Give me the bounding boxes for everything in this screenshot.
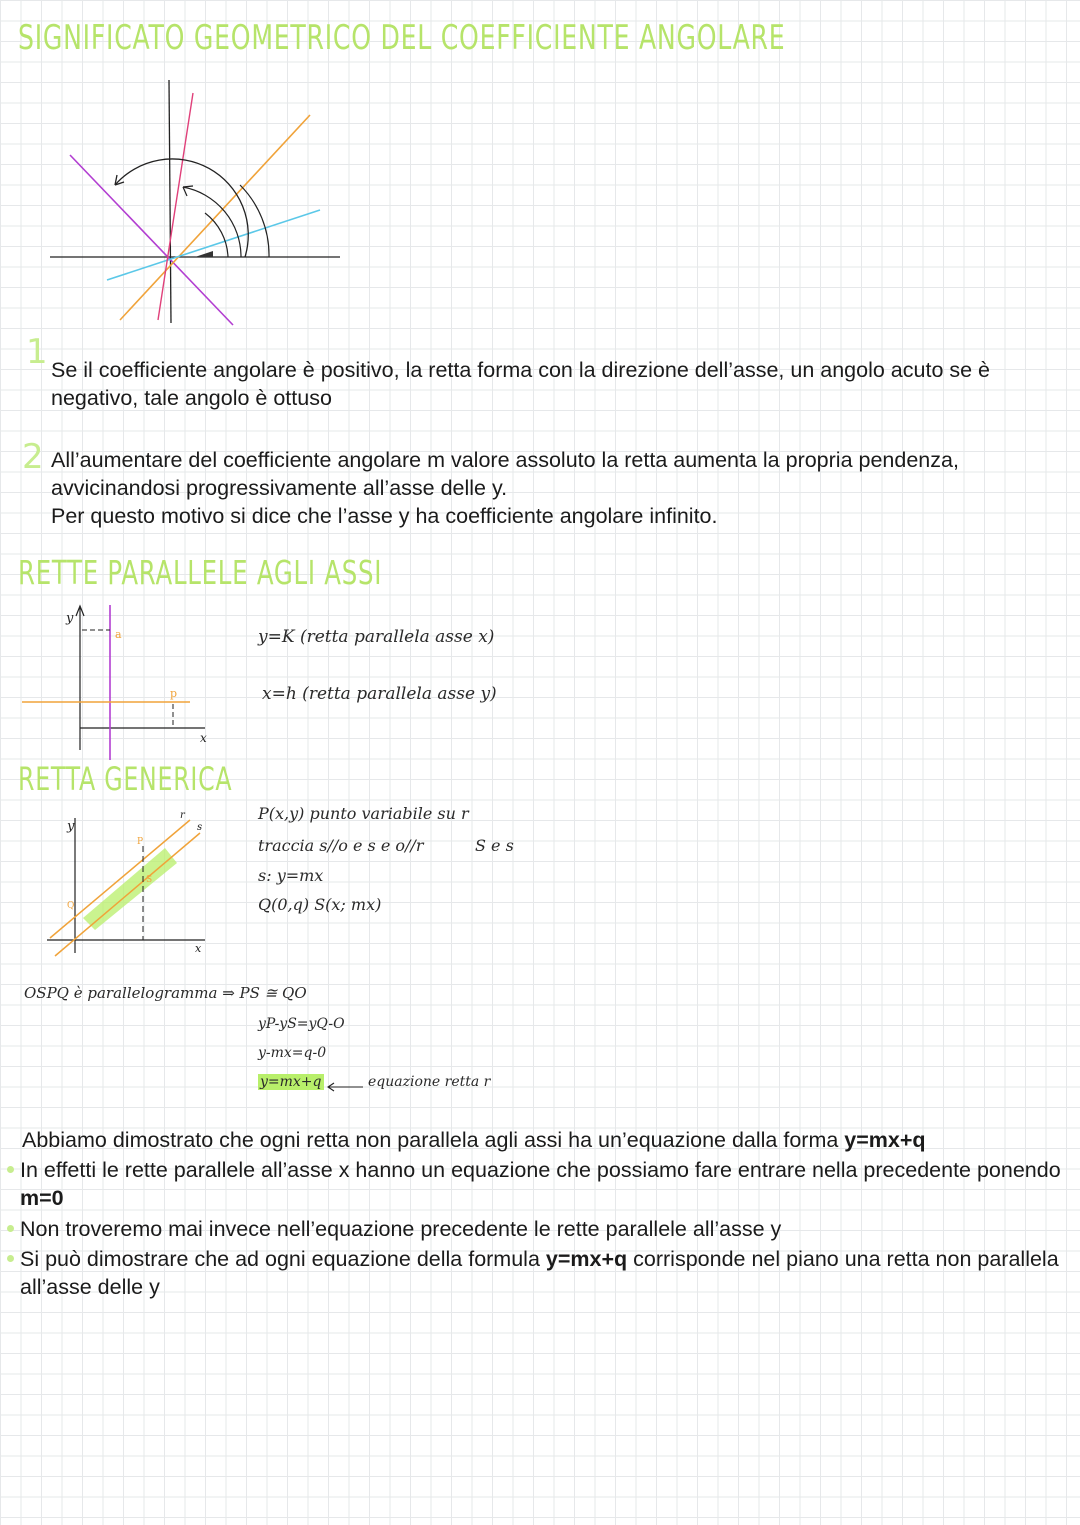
note-trace: traccia s//o e s e o//r: [258, 836, 424, 855]
conclusion-1-formula: y=mx+q: [844, 1128, 926, 1152]
proof-step-2: y-mx=q-0: [258, 1045, 327, 1061]
note-points: Q(0,q) S(x; mx): [258, 895, 382, 914]
page-title: SIGNIFICATO GEOMETRICO DEL COEFFICIENTE ANGOLARE: [18, 18, 786, 58]
fig2-x-label: x: [200, 731, 207, 745]
eq-parallel-x: y=K (retta parallela asse x): [258, 627, 495, 647]
line-s: [55, 833, 200, 956]
small-angle-hatch: [195, 251, 213, 257]
note-s-eq: s: y=mx: [258, 866, 324, 885]
proof-statement: OSPQ è parallelogramma ⇒ PS ≅ QO: [24, 984, 307, 1002]
fig3-x-label: x: [195, 942, 202, 955]
obtuse-angle-arc: [115, 159, 248, 257]
fig3-q-label: Q: [67, 901, 75, 911]
conclusion-4: [20, 1245, 1065, 1301]
final-equation: y=mx+q: [260, 1074, 322, 1090]
conclusion-1: [22, 1126, 1067, 1154]
parallel-axes-figure: [20, 600, 220, 760]
conclusion-4-formula: y=mx+q: [545, 1247, 628, 1271]
bullet-icon: [7, 1255, 14, 1262]
line-r: [50, 820, 190, 938]
section-heading-generic: RETTA GENERICA: [18, 760, 233, 798]
fig3-p-label: P: [137, 837, 144, 847]
fig3-r-label: r: [180, 810, 185, 821]
section-heading-parallel: RETTE PARALLELE AGLI ASSI: [18, 553, 383, 592]
conclusion-2-formula: m=0: [20, 1186, 64, 1210]
point-number-2: 2: [22, 437, 44, 477]
orange-line: [120, 115, 310, 320]
conclusion-3: [20, 1215, 1065, 1243]
proof-step-1: yP-yS=yQ-O: [258, 1016, 345, 1032]
y-axis: [169, 80, 171, 323]
conclusion-2-text: In effetti le rette parallele all’asse x hanno un equazione che possiamo fare entrare nella precedente ponendo: [20, 1158, 1061, 1182]
final-equation-note: equazione retta r: [368, 1074, 491, 1090]
conclusion-2: [20, 1156, 1072, 1212]
generic-line-figure: [45, 808, 215, 958]
fig2-a-label: a: [115, 628, 122, 641]
angle-lines-figure: [45, 75, 350, 335]
fig3-y-label: y: [67, 819, 75, 834]
point-2-text: [51, 446, 1071, 530]
conclusion-4-text: Si può dimostrare che ad ogni equazione della formula: [20, 1247, 546, 1271]
point-2-line2: Per questo motivo si dice che l’asse y ha coefficiente angolare infinito.: [51, 504, 718, 528]
proof-step-3: [258, 1074, 324, 1090]
eq-parallel-y: x=h (retta parallela asse y): [262, 684, 497, 704]
bullet-icon: [7, 1166, 14, 1173]
acute-angle-arc: [205, 213, 228, 257]
conclusion-3-text: Non troveremo mai invece nell’equazione precedente le rette parallele all’asse y: [20, 1217, 782, 1241]
point-2-line1: All’aumentare del coefficiente angolare m valore assoluto la retta aumenta la propria pendenza, avvicinandosi progressivamente all’asse delle y.: [51, 448, 959, 500]
fig3-s-label: s: [197, 822, 203, 833]
purple-line: [70, 155, 233, 325]
fig2-y-label: y: [66, 611, 74, 626]
arrow-icon: [325, 1081, 365, 1093]
bullet-icon: [7, 1225, 14, 1232]
fig3-s-point-label: S: [146, 875, 153, 885]
magenta-steep-line: [158, 93, 193, 320]
conclusion-1-text: Abbiamo dimostrato che ogni retta non parallela agli assi ha un’equazione dalla forma: [22, 1128, 845, 1152]
note-s-in: S e s: [475, 836, 514, 855]
highlight-band: [83, 848, 177, 930]
note-variable-point: P(x,y) punto variabile su r: [258, 804, 469, 823]
point-1-text: Se il coefficiente angolare è positivo, la retta forma con la direzione dell’asse, un angolo acuto se è negativo, tale angolo è ottuso: [51, 358, 991, 410]
point-number-1: 1: [26, 332, 48, 372]
fig2-p-label: p: [170, 687, 178, 700]
conclusion-4-end: corrisponde nel piano una retta non parallela all’asse delle y: [20, 1247, 1059, 1299]
